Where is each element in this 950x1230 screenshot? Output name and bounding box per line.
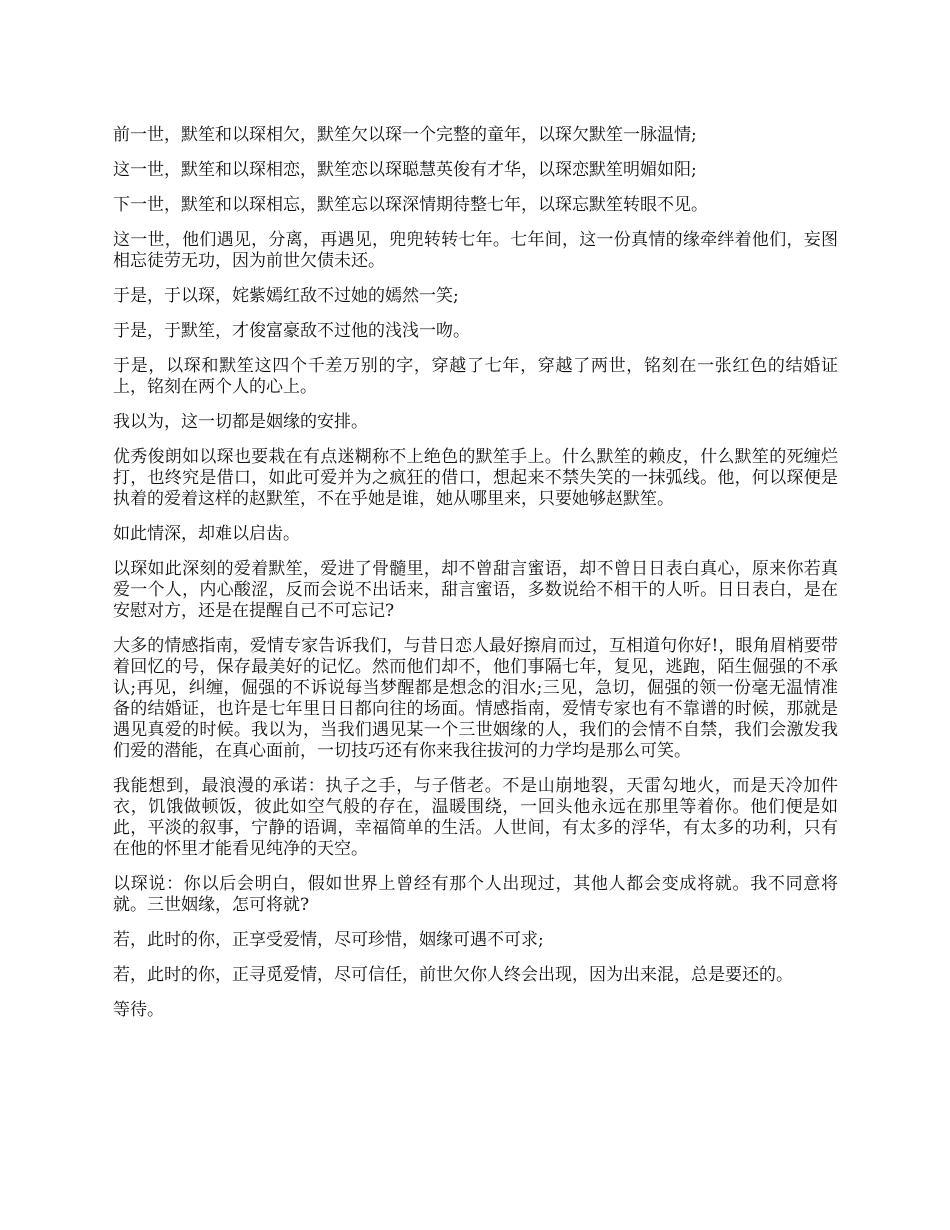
paragraph-4: 这一世，他们遇见，分离，再遇见，兜兜转转七年。七年间，这一份真情的缘牵绊着他们，妄图相忘徒劳无功，因为前世欠债未还。 [113, 230, 838, 271]
paragraph-8: 我以为，这一切都是姻缘的安排。 [113, 412, 368, 432]
paragraph-15: 若，此时的你，正享受爱情，尽可珍惜，姻缘可遇不可求; [113, 930, 544, 950]
paragraph-1: 前一世，默笙和以琛相欠，默笙欠以琛一个完整的童年，以琛欠默笙一脉温情; [113, 125, 697, 145]
paragraph-7: 于是，以琛和默笙这四个千差万别的字，穿越了七年，穿越了两世，铭刻在一张红色的结婚证上，铭刻在两个人的心上。 [113, 356, 838, 397]
paragraph-11: 以琛如此深刻的爱着默笙，爱进了骨髓里，却不曾甜言蜜语，却不曾日日表白真心，原来你若真爱一个人，内心酸涩，反而会说不出话来，甜言蜜语，多数说给不相干的人听。日日表白，是在安慰对方，还是在提醒自己不可忘记? [113, 559, 838, 621]
paragraph-3: 下一世，默笙和以琛相忘，默笙忘以琛深情期待整七年，以琛忘默笙转眼不见。 [113, 195, 708, 215]
paragraph-14: 以琛说：你以后会明白，假如世界上曾经有那个人出现过，其他人都会变成将就。我不同意将就。三世姻缘，怎可将就? [113, 874, 838, 915]
paragraph-5: 于是，于以琛，姹紫嫣红敌不过她的嫣然一笑; [113, 286, 459, 306]
paragraph-10: 如此情深，却难以启齿。 [113, 524, 300, 544]
paragraph-2: 这一世，默笙和以琛相恋，默笙恋以琛聪慧英俊有才华，以琛恋默笙明媚如阳; [113, 160, 697, 180]
paragraph-9: 优秀俊朗如以琛也要栽在有点迷糊称不上绝色的默笙手上。什么默笙的赖皮，什么默笙的死缠烂打，也终究是借口，如此可爱并为之疯狂的借口，想起来不禁失笑的一抹弧线。他，何以琛便是执着的爱着这样的赵默笙，不在乎她是谁，她从哪里来，只要她够赵默笙。 [113, 447, 838, 509]
paragraph-13: 我能想到，最浪漫的承诺：执子之手，与子偕老。不是山崩地裂，天雷勾地火，而是天冷加件衣，饥饿做顿饭，彼此如空气般的存在，温暖围绕，一回头他永远在那里等着你。他们便是如此，平淡的叙事，宁静的语调，幸福简单的生活。人世间，有太多的浮华，有太多的功利，只有在他的怀里才能看见纯净的天空。 [113, 776, 838, 859]
paragraph-17: 等待。 [113, 1000, 164, 1020]
paragraph-16: 若，此时的你，正寻觅爱情，尽可信任，前世欠你人终会出现，因为出来混，总是要还的。 [113, 965, 793, 985]
paragraph-12: 大多的情感指南，爱情专家告诉我们，与昔日恋人最好擦肩而过，互相道句你好!，眼角眉梢要带着回忆的号，保存最美好的记忆。然而他们却不，他们事隔七年，复见，逃跑，陌生倔强的不承认;再见，纠缠，倔强的不诉说每当梦醒都是想念的泪水;三见，急切，倔强的领一份毫无温情准备的结婚证，也许是七年里日日都向往的场面。情感指南，爱情专家也有不靠谱的时候，那就是遇见真爱的时候。我以为，当我们遇见某一个三世姻缘的人，我们的会情不自禁，我们会激发我们爱的潜能，在真心面前，一切技巧还有你来我往拔河的力学均是那么可笑。 [113, 636, 838, 761]
paragraph-6: 于是，于默笙，才俊富豪敌不过他的浅浅一吻。 [113, 321, 470, 341]
